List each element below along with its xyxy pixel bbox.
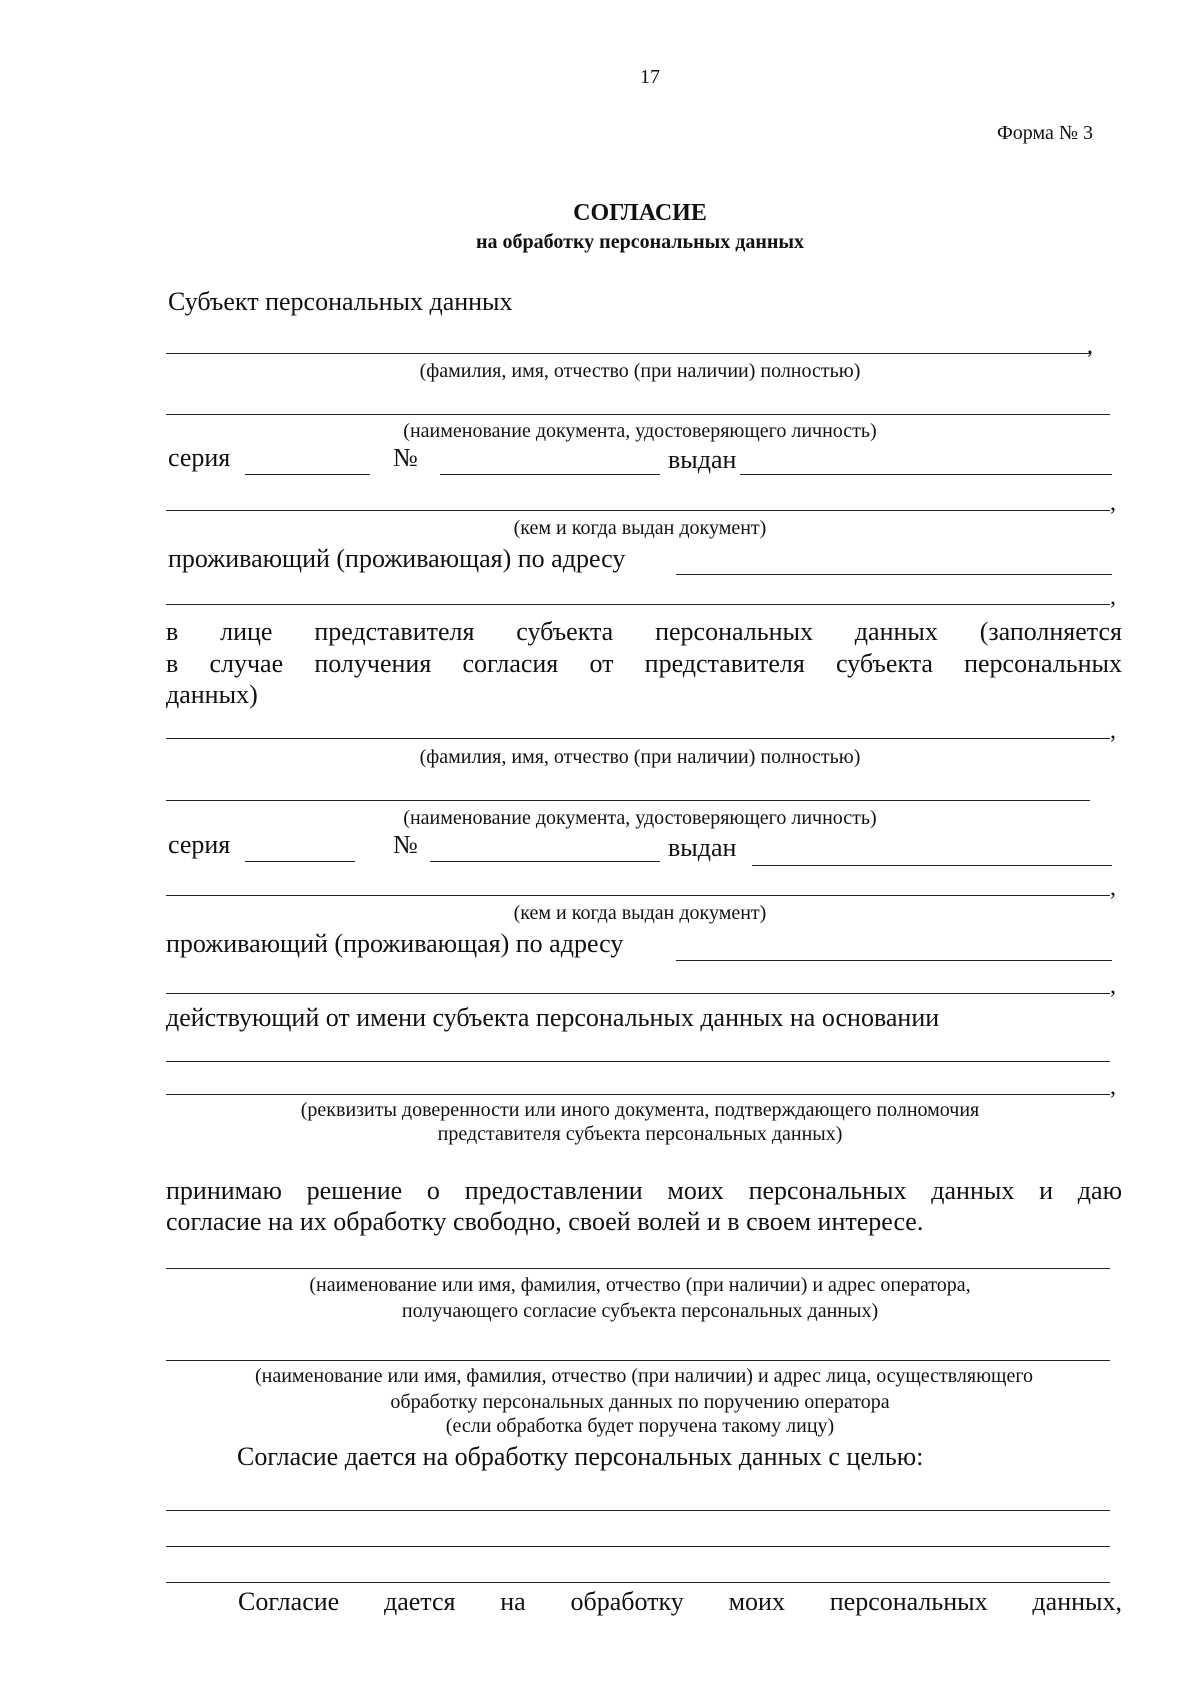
comma: , (1087, 333, 1093, 359)
comma: , (1110, 490, 1116, 516)
rep-doc-name-input-line[interactable] (166, 800, 1090, 801)
rep-fio-input-line[interactable] (166, 738, 1110, 739)
rep-text-line-2: в случае получения согласия от представителя субъекта персональных (166, 649, 1122, 678)
series-input-line[interactable] (245, 474, 370, 475)
number-label: № (393, 443, 418, 472)
rep-issued-label: выдан (668, 833, 737, 862)
processor-input-line[interactable] (166, 1360, 1110, 1361)
caption-operator-1: (наименование или имя, фамилия, отчество (при наличии) и адрес оператора, (309, 1274, 971, 1296)
subject-label: Субъект персональных данных (168, 287, 513, 316)
caption-operator-2: получающего согласие субъекта персональных данных) (401, 1300, 879, 1322)
caption-processor-1: (наименование или имя, фамилия, отчество (при наличии) и адрес лица, осуществляющего (254, 1365, 1034, 1387)
document-subtitle: на обработку персональных данных (476, 231, 804, 253)
doc-name-input-line[interactable] (166, 414, 1110, 415)
page-number: 17 (640, 66, 660, 88)
rep-issued-input-line[interactable] (752, 865, 1112, 866)
document-title: СОГЛАСИЕ (573, 200, 707, 226)
power-input-line-2[interactable] (166, 1094, 1110, 1095)
caption-processor-3: (если обработка будет поручена такому лицу) (445, 1415, 835, 1437)
caption-processor-2: обработку персональных данных по поручению оператора (390, 1391, 890, 1413)
rep-number-label: № (393, 830, 418, 859)
decision-line-1: принимаю решение о предоставлении моих персональных данных и даю (166, 1176, 1122, 1205)
power-input-line-1[interactable] (166, 1061, 1110, 1062)
rep-address-cont-input-line[interactable] (166, 993, 1110, 994)
series-label: серия (168, 443, 231, 472)
comma: , (1110, 584, 1116, 610)
rep-series-label: серия (168, 830, 231, 859)
form-label: Форма № 3 (997, 122, 1093, 144)
caption-doc: (наименование документа, удостоверяющего личность) (403, 420, 877, 442)
rep-issued-by-input-line[interactable] (166, 895, 1110, 896)
issued-label: выдан (668, 445, 737, 474)
number-input-line[interactable] (440, 474, 660, 475)
caption-power-1: (реквизиты доверенности или иного документа, подтверждающего полномочия (300, 1099, 980, 1121)
rep-residing-label: проживающий (проживающая) по адресу (166, 929, 624, 958)
caption-fio: (фамилия, имя, отчество (при наличии) полностью) (419, 360, 861, 382)
operator-input-line[interactable] (166, 1268, 1110, 1269)
issued-input-line[interactable] (740, 474, 1112, 475)
caption-rep-issued: (кем и когда выдан документ) (513, 902, 767, 924)
purpose-label: Согласие дается на обработку персональных данных с целью: (237, 1442, 924, 1471)
residing-label: проживающий (проживающая) по адресу (168, 544, 626, 573)
rep-text-line-3: данных) (166, 680, 258, 709)
caption-rep-doc: (наименование документа, удостоверяющего личность) (403, 807, 877, 829)
comma: , (1110, 875, 1116, 901)
issued-by-input-line[interactable] (166, 510, 1110, 511)
comma: , (1110, 718, 1116, 744)
purpose-input-line-2[interactable] (166, 1546, 1110, 1547)
rep-number-input-line[interactable] (430, 861, 660, 862)
comma: , (1110, 1074, 1116, 1100)
acting-label: действующий от имени субъекта персональных данных на основании (166, 1003, 940, 1032)
decision-line-2: согласие на их обработку свободно, своей волей и в своем интересе. (166, 1207, 924, 1236)
final-line: Согласие дается на обработку моих персональных данных, (238, 1587, 1122, 1616)
address-input-line[interactable] (676, 574, 1112, 575)
fio-input-line[interactable] (166, 353, 1090, 354)
rep-series-input-line[interactable] (245, 861, 355, 862)
rep-text-line-1: в лице представителя субъекта персональных данных (заполняется (166, 617, 1122, 646)
comma: , (1110, 973, 1116, 999)
address-cont-input-line[interactable] (166, 604, 1110, 605)
caption-power-2: представителя субъекта персональных данных) (437, 1123, 843, 1145)
rep-address-input-line[interactable] (676, 960, 1112, 961)
caption-issued: (кем и когда выдан документ) (513, 517, 767, 539)
purpose-input-line-1[interactable] (166, 1510, 1110, 1511)
purpose-input-line-3[interactable] (166, 1582, 1110, 1583)
caption-rep-fio: (фамилия, имя, отчество (при наличии) полностью) (419, 746, 861, 768)
